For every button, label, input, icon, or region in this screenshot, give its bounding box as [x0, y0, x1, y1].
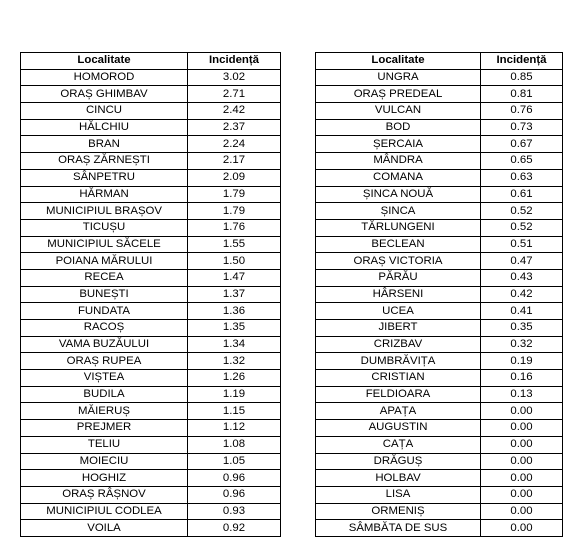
- table-row: [316, 169, 563, 186]
- table-row: [21, 503, 281, 520]
- locality-cell: PREJMER: [21, 420, 188, 437]
- table-row: [316, 203, 563, 220]
- locality-cell: RACOȘ: [21, 320, 188, 337]
- locality-cell: MOIECIU: [21, 453, 188, 470]
- locality-cell: TĂRLUNGENI: [316, 219, 481, 236]
- locality-cell: SÂMBĂTA DE SUS: [316, 520, 481, 537]
- locality-cell: VIȘTEA: [21, 370, 188, 387]
- locality-cell: CINCU: [21, 103, 188, 120]
- table-row: [21, 253, 281, 270]
- table-row: [316, 119, 563, 136]
- table-row: [21, 403, 281, 420]
- table-row: [21, 153, 281, 170]
- table-row: [316, 453, 563, 470]
- incidence-cell: 1.12: [188, 420, 281, 437]
- incidence-cell: 0.96: [188, 486, 281, 503]
- locality-cell: PĂRĂU: [316, 269, 481, 286]
- locality-cell: UNGRA: [316, 69, 481, 86]
- locality-cell: LISA: [316, 486, 481, 503]
- table-row: [21, 203, 281, 220]
- table-body: [21, 69, 281, 536]
- incidence-cell: 0.00: [481, 420, 563, 437]
- locality-cell: ȘERCAIA: [316, 136, 481, 153]
- column-header-locality: Localitate: [21, 53, 188, 70]
- locality-cell: ORMENIȘ: [316, 503, 481, 520]
- locality-cell: ȘINCA NOUĂ: [316, 186, 481, 203]
- locality-cell: COMANA: [316, 169, 481, 186]
- table-row: [21, 420, 281, 437]
- table-row: [21, 470, 281, 487]
- locality-cell: BUNEȘTI: [21, 286, 188, 303]
- locality-cell: BUDILA: [21, 386, 188, 403]
- locality-cell: MÂNDRA: [316, 153, 481, 170]
- locality-cell: HĂLCHIU: [21, 119, 188, 136]
- table-row: [316, 286, 563, 303]
- incidence-cell: 1.32: [188, 353, 281, 370]
- locality-cell: CAȚA: [316, 436, 481, 453]
- column-header-incidence: Incidență: [188, 53, 281, 70]
- incidence-cell: 0.96: [188, 470, 281, 487]
- locality-cell: FELDIOARA: [316, 386, 481, 403]
- locality-cell: POIANA MĂRULUI: [21, 253, 188, 270]
- incidence-cell: 0.47: [481, 253, 563, 270]
- table-row: [316, 253, 563, 270]
- table-row: [21, 136, 281, 153]
- locality-cell: CRIZBAV: [316, 336, 481, 353]
- table-row: [316, 236, 563, 253]
- locality-cell: TICUȘU: [21, 219, 188, 236]
- table-row: [316, 436, 563, 453]
- incidence-cell: 0.00: [481, 470, 563, 487]
- locality-cell: HOMOROD: [21, 69, 188, 86]
- incidence-cell: 1.37: [188, 286, 281, 303]
- incidence-cell: 0.85: [481, 69, 563, 86]
- incidence-cell: 0.35: [481, 320, 563, 337]
- table-row: [21, 453, 281, 470]
- locality-cell: VOILA: [21, 520, 188, 537]
- incidence-cell: 1.36: [188, 303, 281, 320]
- incidence-cell: 3.02: [188, 69, 281, 86]
- incidence-cell: 0.16: [481, 370, 563, 387]
- locality-cell: HOGHIZ: [21, 470, 188, 487]
- locality-cell: BRAN: [21, 136, 188, 153]
- locality-cell: MUNICIPIUL SĂCELE: [21, 236, 188, 253]
- table-row: [21, 103, 281, 120]
- table-row: [316, 69, 563, 86]
- incidence-cell: 2.24: [188, 136, 281, 153]
- incidence-cell: 0.63: [481, 169, 563, 186]
- table-row: [21, 370, 281, 387]
- table-row: [21, 236, 281, 253]
- locality-cell: ORAȘ RUPEA: [21, 353, 188, 370]
- table-row: [316, 486, 563, 503]
- incidence-cell: 0.32: [481, 336, 563, 353]
- table-header-row: [21, 53, 281, 70]
- locality-cell: RECEA: [21, 269, 188, 286]
- incidence-cell: 1.15: [188, 403, 281, 420]
- incidence-cell: 0.00: [481, 453, 563, 470]
- incidence-cell: 1.79: [188, 186, 281, 203]
- table-row: [21, 186, 281, 203]
- incidence-cell: 1.76: [188, 219, 281, 236]
- locality-cell: VULCAN: [316, 103, 481, 120]
- incidence-cell: 2.71: [188, 86, 281, 103]
- incidence-cell: 1.26: [188, 370, 281, 387]
- incidence-cell: 1.19: [188, 386, 281, 403]
- incidence-table-left: [20, 52, 281, 537]
- locality-cell: MĂIERUȘ: [21, 403, 188, 420]
- incidence-table-right: [315, 52, 563, 537]
- table-row: [316, 269, 563, 286]
- incidence-cell: 2.37: [188, 119, 281, 136]
- locality-cell: CRISTIAN: [316, 370, 481, 387]
- incidence-cell: 2.17: [188, 153, 281, 170]
- locality-cell: DUMBRĂVIȚA: [316, 353, 481, 370]
- incidence-cell: 1.79: [188, 203, 281, 220]
- table-row: [21, 119, 281, 136]
- incidence-cell: 0.73: [481, 119, 563, 136]
- incidence-cell: 0.51: [481, 236, 563, 253]
- table-row: [21, 269, 281, 286]
- incidence-cell: 1.34: [188, 336, 281, 353]
- locality-cell: JIBERT: [316, 320, 481, 337]
- locality-cell: ȘINCA: [316, 203, 481, 220]
- locality-cell: TELIU: [21, 436, 188, 453]
- incidence-cell: 0.81: [481, 86, 563, 103]
- locality-cell: UCEA: [316, 303, 481, 320]
- incidence-cell: 1.50: [188, 253, 281, 270]
- column-header-incidence: Incidență: [481, 53, 563, 70]
- incidence-cell: 0.13: [481, 386, 563, 403]
- locality-cell: DRĂGUȘ: [316, 453, 481, 470]
- table-row: [316, 503, 563, 520]
- locality-cell: SÂNPETRU: [21, 169, 188, 186]
- incidence-cell: 1.08: [188, 436, 281, 453]
- table-row: [21, 86, 281, 103]
- incidence-cell: 0.93: [188, 503, 281, 520]
- table-row: [316, 420, 563, 437]
- locality-cell: APAȚA: [316, 403, 481, 420]
- locality-cell: VAMA BUZĂULUI: [21, 336, 188, 353]
- incidence-cell: 0.65: [481, 153, 563, 170]
- incidence-cell: 0.67: [481, 136, 563, 153]
- locality-cell: ORAȘ GHIMBAV: [21, 86, 188, 103]
- locality-cell: BOD: [316, 119, 481, 136]
- locality-cell: AUGUSTIN: [316, 420, 481, 437]
- incidence-cell: 0.52: [481, 219, 563, 236]
- table-row: [21, 386, 281, 403]
- locality-cell: FUNDATA: [21, 303, 188, 320]
- table-row: [316, 470, 563, 487]
- locality-cell: HOLBAV: [316, 470, 481, 487]
- table-row: [21, 486, 281, 503]
- table-row: [21, 320, 281, 337]
- table-row: [316, 153, 563, 170]
- incidence-cell: 0.00: [481, 503, 563, 520]
- incidence-cell: 0.52: [481, 203, 563, 220]
- locality-cell: ORAȘ ZĂRNEȘTI: [21, 153, 188, 170]
- incidence-cell: 0.00: [481, 436, 563, 453]
- incidence-cell: 0.76: [481, 103, 563, 120]
- incidence-cell: 1.35: [188, 320, 281, 337]
- locality-cell: HĂRMAN: [21, 186, 188, 203]
- table-row: [316, 219, 563, 236]
- incidence-cell: 0.00: [481, 403, 563, 420]
- table-row: [21, 69, 281, 86]
- incidence-cell: 0.42: [481, 286, 563, 303]
- incidence-cell: 0.92: [188, 520, 281, 537]
- incidence-cell: 0.43: [481, 269, 563, 286]
- incidence-cell: 0.00: [481, 486, 563, 503]
- table-row: [316, 86, 563, 103]
- table-row: [316, 386, 563, 403]
- table-row: [21, 353, 281, 370]
- locality-cell: ORAȘ RÂȘNOV: [21, 486, 188, 503]
- table-row: [21, 286, 281, 303]
- table-row: [316, 353, 563, 370]
- table-row: [316, 320, 563, 337]
- incidence-cell: 1.47: [188, 269, 281, 286]
- table-row: [316, 303, 563, 320]
- locality-cell: BECLEAN: [316, 236, 481, 253]
- table-row: [316, 370, 563, 387]
- incidence-cell: 0.19: [481, 353, 563, 370]
- incidence-cell: 0.61: [481, 186, 563, 203]
- locality-cell: HÂRSENI: [316, 286, 481, 303]
- incidence-cell: 2.09: [188, 169, 281, 186]
- title-fragment: [230, 0, 340, 4]
- column-header-locality: Localitate: [316, 53, 481, 70]
- table-row: [316, 403, 563, 420]
- locality-cell: MUNICIPIUL CODLEA: [21, 503, 188, 520]
- table-row: [316, 103, 563, 120]
- incidence-cell: 0.41: [481, 303, 563, 320]
- table-row: [316, 336, 563, 353]
- locality-cell: ORAȘ VICTORIA: [316, 253, 481, 270]
- table-header-row: [316, 53, 563, 70]
- locality-cell: ORAȘ PREDEAL: [316, 86, 481, 103]
- table-body: [316, 69, 563, 536]
- table-row: [21, 436, 281, 453]
- table-row: [316, 186, 563, 203]
- incidence-cell: 0.00: [481, 520, 563, 537]
- table-row: [316, 136, 563, 153]
- incidence-cell: 1.05: [188, 453, 281, 470]
- incidence-cell: 2.42: [188, 103, 281, 120]
- table-row: [21, 169, 281, 186]
- table-row: [21, 336, 281, 353]
- table-row: [21, 219, 281, 236]
- incidence-cell: 1.55: [188, 236, 281, 253]
- table-row: [21, 303, 281, 320]
- locality-cell: MUNICIPIUL BRAȘOV: [21, 203, 188, 220]
